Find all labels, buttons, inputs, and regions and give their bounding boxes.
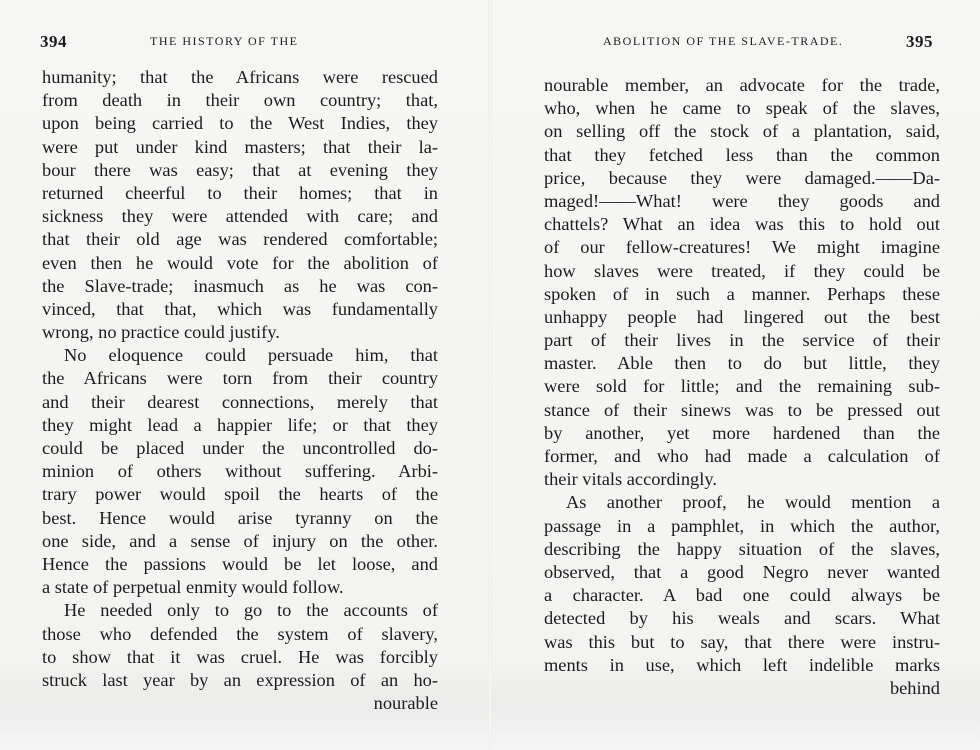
text-line: was this but to say, that there were instru- — [544, 631, 940, 652]
text-line: who, when he came to speak of the slaves, — [544, 98, 940, 119]
text-line: part of their lives in the service of their — [544, 330, 940, 351]
text-line: to show that it was cruel. He was forcibly — [42, 646, 438, 667]
text-line: maged!——What! were they goods and — [544, 190, 940, 211]
text-line: their vitals accordingly. — [544, 469, 717, 490]
text-line: wrong, no practice could justify. — [42, 322, 280, 343]
text-line: ments in use, which left indelible marks — [544, 654, 940, 675]
text-line: the Africans were torn from their country — [42, 368, 438, 389]
text-line: from death in their own country; that, — [42, 90, 438, 111]
text-line: No eloquence could persuade him, that — [64, 345, 438, 366]
text-line: of our fellow-creatures! We might imagine — [544, 237, 940, 258]
text-line: and their dearest connections, merely that — [42, 391, 438, 412]
text-line: upon being carried to the West Indies, they — [42, 113, 438, 134]
left-running-head: THE HISTORY OF THE — [150, 34, 299, 48]
text-line: nourable — [373, 693, 438, 714]
text-line: humanity; that the Africans were rescued — [42, 67, 438, 87]
text-line: stance of their sinews was to be pressed out — [544, 399, 940, 420]
text-line: describing the happy situation of the slaves, — [544, 538, 940, 559]
text-line: passage in a pamphlet, in which the author, — [544, 515, 940, 536]
right-page-text — [544, 74, 940, 700]
right-page — [490, 0, 980, 750]
text-line: even then he would vote for the abolition of — [42, 252, 438, 273]
text-line: trary power would spoil the hearts of the — [42, 484, 438, 505]
text-line: As another proof, he would mention a — [566, 492, 940, 513]
text-line: that they fetched less than the common — [544, 144, 940, 165]
text-line: they might lead a happier life; or that they — [42, 414, 438, 435]
text-line: price, because they were damaged.——Da- — [544, 167, 940, 188]
text-line: chattels? What an idea was this to hold out — [544, 214, 940, 235]
text-line: on selling off the stock of a plantation, said, — [544, 121, 940, 142]
text-line: could be placed under the uncontrolled do- — [42, 438, 438, 458]
text-line: by another, yet more hardened than the — [544, 422, 940, 443]
text-line: minion of others without suffering. Arbi- — [42, 461, 438, 482]
text-line: struck last year by an expression of an ho- — [42, 669, 438, 690]
text-line: Hence the passions would be let loose, and — [42, 553, 438, 574]
text-line: vinced, that that, which was fundamentally — [42, 298, 438, 319]
right-running-head: ABOLITION OF THE SLAVE-TRADE. — [603, 34, 844, 48]
text-line: He needed only to go to the accounts of — [64, 600, 438, 621]
text-line: best. Hence would arise tyranny on the — [42, 507, 438, 528]
text-line: spoken of in such a manner. Perhaps these — [544, 283, 940, 304]
text-line: observed, that a good Negro never wanted — [544, 561, 940, 582]
right-page-number: 395 — [906, 32, 933, 51]
left-page-number: 394 — [40, 32, 67, 51]
text-line: those who defended the system of slavery, — [42, 623, 438, 644]
text-line: behind — [889, 677, 940, 698]
text-line: one side, and a sense of injury on the other. — [42, 530, 438, 551]
text-line: a character. A bad one could always be — [544, 585, 940, 606]
text-line: a state of perpetual enmity would follow. — [42, 577, 344, 598]
text-line: master. Able then to do but little, they — [544, 353, 940, 374]
text-line: bour there was easy; that at evening they — [42, 159, 438, 180]
left-page-text — [42, 66, 438, 715]
text-line: detected by his weals and scars. What — [544, 608, 940, 629]
text-line: sickness they were attended with care; and — [42, 206, 438, 227]
text-line: were sold for little; and the remaining sub- — [544, 376, 940, 397]
text-line: returned cheerful to their homes; that in — [42, 182, 438, 203]
text-line: were put under kind masters; that their la- — [42, 136, 438, 157]
text-line: that their old age was rendered comfortable; — [42, 229, 438, 250]
text-line: former, and who had made a calculation of — [544, 446, 940, 466]
text-line: the Slave-trade; inasmuch as he was con- — [42, 275, 438, 296]
text-line: nourable member, an advocate for the trade, — [544, 75, 940, 95]
text-line: unhappy people had lingered out the best — [544, 306, 940, 327]
text-line: how slaves were treated, if they could be — [544, 260, 940, 281]
